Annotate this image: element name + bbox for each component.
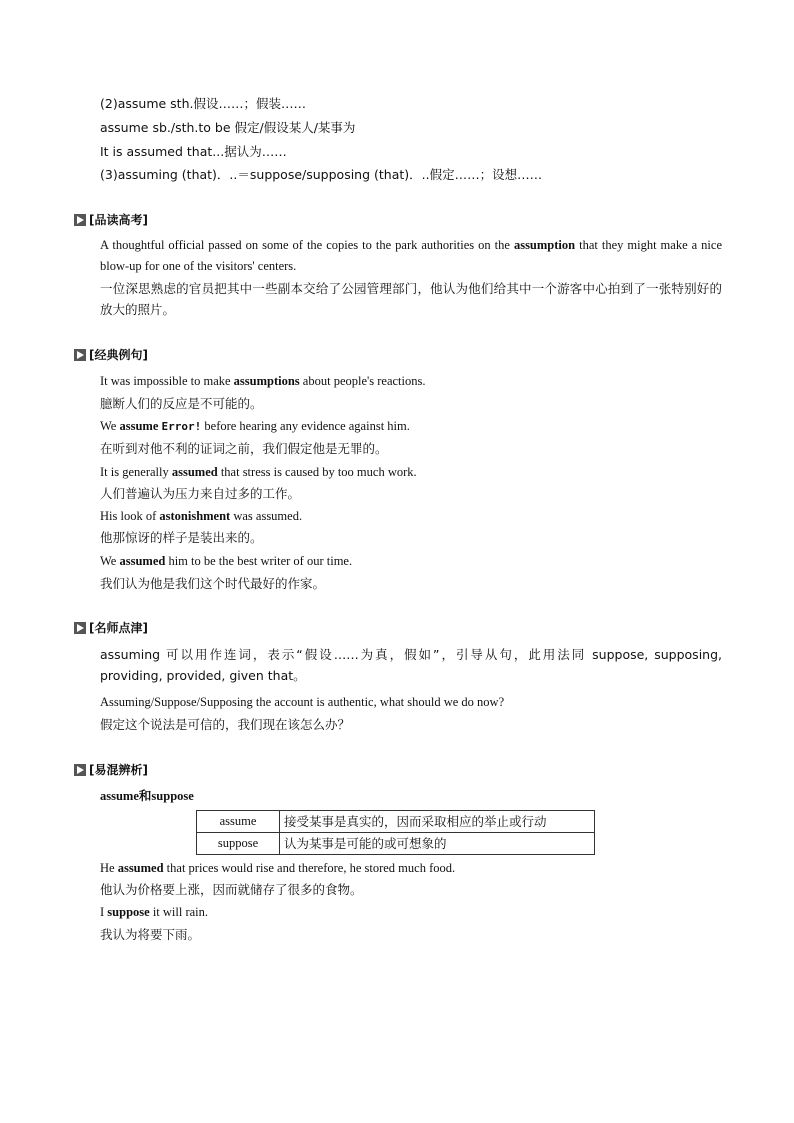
- usage-line-1: (2)assume sth.假设……；假装……: [100, 96, 306, 111]
- example-en-2-post: before hearing any evidence against him.: [201, 419, 410, 433]
- table-row: [197, 811, 595, 833]
- comparison-table: [196, 810, 595, 855]
- confuse-example-en-2-bold: suppose: [107, 905, 150, 919]
- confuse-example-en-1: [100, 859, 455, 877]
- example-en-1-pre: It was impossible to make: [100, 374, 234, 388]
- example-en-3: [100, 463, 417, 481]
- example-en-4-bold: astonishment: [159, 509, 231, 523]
- section-heading-examples: [74, 346, 148, 364]
- pindu-english: [100, 235, 722, 277]
- example-cn-5: 我们认为他是我们这个时代最好的作家。: [100, 576, 326, 591]
- notes-paragraph: assuming 可以用作连词，表示“假设……为真，假如”，引导从句，此用法同 suppose, supposing, providing, provided, given that。: [100, 647, 722, 683]
- confuse-subtitle-a: assume: [100, 789, 139, 803]
- example-en-3-post: that stress is caused by too much work.: [217, 465, 417, 479]
- pindu-chinese: 一位深思熟虑的官员把其中一些副本交给了公园管理部门，他认为他们给其中一个游客中心拍到了一张特别好的放大的照片。: [100, 281, 722, 317]
- confuse-example-cn-2: 我认为将要下雨。: [100, 927, 201, 942]
- play-icon: [74, 214, 86, 226]
- table-term-cell: assume: [197, 811, 280, 833]
- play-icon: [74, 622, 86, 634]
- field-error-text: Error!: [161, 420, 202, 433]
- example-en-5-pre: We: [100, 554, 120, 568]
- example-en-2-bold: assume: [119, 419, 159, 433]
- section-heading-confuse-text: [易混辨析]: [89, 763, 148, 777]
- example-en-4-post: was assumed.: [230, 509, 303, 523]
- confuse-subtitle: [100, 787, 194, 805]
- confuse-subtitle-mid: 和: [138, 788, 152, 803]
- confuse-example-en-1-pre: He: [100, 861, 118, 875]
- table-row: [197, 833, 595, 855]
- notes-example-en: Assuming/Suppose/Supposing the account is authentic, what should we do now?: [100, 695, 505, 709]
- pindu-english-pre: A thoughtful official passed on some of the copies to the park authorities on the: [100, 238, 514, 252]
- play-icon: [74, 349, 86, 361]
- section-heading-pindu-text: [品读高考]: [89, 213, 148, 227]
- example-en-4: [100, 507, 302, 525]
- usage-line-2: assume sb./sth.to be 假定/假设某人/某事为: [100, 120, 356, 135]
- section-heading-notes-text: [名师点津]: [89, 621, 148, 635]
- confuse-example-en-2-post: it will rain.: [149, 905, 209, 919]
- example-en-2-pre: We: [100, 419, 120, 433]
- pindu-english-bold: assumption: [513, 238, 576, 252]
- example-en-3-bold: assumed: [171, 465, 218, 479]
- section-heading-examples-text: [经典例句]: [89, 348, 148, 362]
- confuse-example-en-1-post: that prices would rise and therefore, he stored much food.: [163, 861, 456, 875]
- section-heading-confuse: [74, 761, 148, 779]
- section-heading-pindu: [74, 211, 148, 229]
- confuse-example-en-2-pre: I: [100, 905, 108, 919]
- section-heading-notes: [74, 619, 148, 637]
- example-cn-4: 他那惊讶的样子是装出来的。: [100, 530, 263, 545]
- pindu-english-post: that they might make a nice blow-up for one of the visitors' centers.: [100, 238, 722, 273]
- example-en-1-bold: assumptions: [233, 374, 300, 388]
- table-definition-cell: 接受某事是真实的，因而采取相应的举止或行动: [280, 811, 595, 833]
- example-en-2: [100, 417, 410, 435]
- example-cn-1: 臆断人们的反应是不可能的。: [100, 396, 263, 411]
- example-en-5-bold: assumed: [119, 554, 166, 568]
- example-cn-2: 在听到对他不利的证词之前，我们假定他是无罪的。: [100, 441, 388, 456]
- example-en-3-pre: It is generally: [100, 465, 172, 479]
- example-en-4-pre: His look of: [100, 509, 160, 523]
- confuse-example-cn-1: 他认为价格要上涨，因而就储存了很多的食物。: [100, 882, 363, 897]
- example-en-5: [100, 552, 352, 570]
- example-en-1-post: about people's reactions.: [299, 374, 426, 388]
- table-term-cell: suppose: [197, 833, 280, 855]
- example-cn-3: 人们普遍认为压力来自过多的工作。: [100, 486, 301, 501]
- confuse-subtitle-b: suppose: [151, 789, 194, 803]
- usage-line-4: (3)assuming (that)．..＝suppose/supposing (that)．..假定……；设想……: [100, 167, 543, 182]
- confuse-example-en-2: [100, 903, 208, 921]
- confuse-example-en-1-bold: assumed: [117, 861, 164, 875]
- usage-line-3: It is assumed that...据认为……: [100, 144, 287, 159]
- play-icon: [74, 764, 86, 776]
- example-en-5-post: him to be the best writer of our time.: [165, 554, 353, 568]
- table-definition-cell: 认为某事是可能的或可想象的: [280, 833, 595, 855]
- notes-example-cn: 假定这个说法是可信的，我们现在该怎么办？: [100, 717, 351, 732]
- example-en-1: [100, 372, 426, 390]
